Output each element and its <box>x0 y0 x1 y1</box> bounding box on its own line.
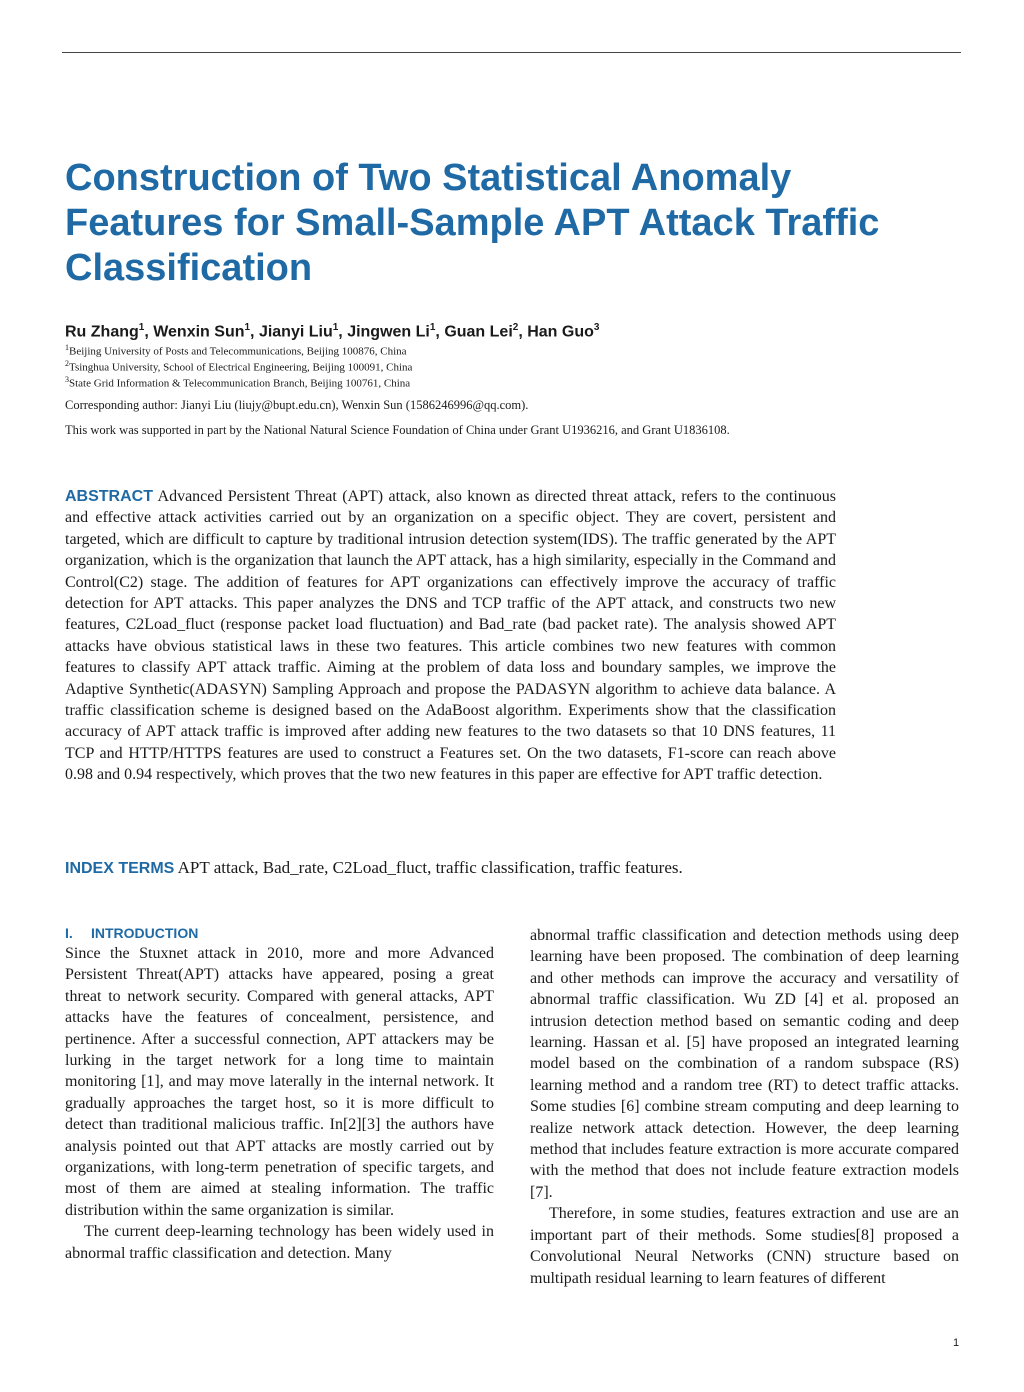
author-affiliation-mark: 2 <box>512 322 519 333</box>
body-paragraph: Since the Stuxnet attack in 2010, more and more Advanced Persistent Threat(APT) attacks have appeared, posing a great threat to network security. Compared with general attacks, APT attacks have the features of concealment, persistence, and pertinence. After a successful connection, APT attackers may be lurking in the target network for a long time to maintain monitoring [1], and may move laterally in the internal network. It gradually approaches the target host, so it is more difficult to detect than traditional malicious traffic. In[2][3] the authors have analysis pointed out that APT attacks are mostly carried out by organizations, with long-term penetration of specific targets, and most of them are aimed at stealing information. The traffic distribution within the same organization is similar. <box>65 945 494 1219</box>
section-number: I. <box>65 925 73 941</box>
author-affiliation-mark: 1 <box>332 322 339 333</box>
affiliation-number: 3 <box>65 375 69 384</box>
page-number: 1 <box>953 1337 960 1349</box>
author-list: Ru Zhang$^1$, Wenxin Sun$^1$, Jianyi Liu$^1$, Jingwen Li$^1$, Guan Lei$^2$, Han Guo$^3$ <box>65 322 600 341</box>
section-heading <box>65 923 494 943</box>
author-name: Jingwen Li <box>347 323 430 341</box>
author-name: Ru Zhang <box>65 323 139 341</box>
affiliation-text: Tsinghua University, School of Electrical Engineering, Beijing 100091, China <box>69 361 413 374</box>
section-title: INTRODUCTION <box>91 925 199 941</box>
author-name: Han Guo <box>527 323 594 341</box>
author-name: Jianyi Liu <box>258 323 333 341</box>
corresponding-author: Corresponding author: Jianyi Liu (liujy@bupt.edu.cn), Wenxin Sun (1586246996@qq.com). <box>65 398 529 412</box>
affiliation <box>65 357 412 375</box>
body-paragraph: The current deep-learning technology has been widely used in abnormal traffic classification and detection. Many <box>65 1223 494 1262</box>
affiliation <box>65 373 410 391</box>
title-line: Construction of Two Statistical Anomaly <box>65 157 792 199</box>
affiliation-text: State Grid Information & Telecommunication Branch, Beijing 100761, China <box>69 377 411 390</box>
abstract-heading: ABSTRACT <box>65 488 153 505</box>
abstract-text: Advanced Persistent Threat (APT) attack, also known as directed threat attack, refers to the continuous and effective attack activities carried out by an organization on a specific object. They are covert, persistent and targeted, which are difficult to capture by traditional intrusion detection system(IDS). The traffic generated by the APT organization, which is the organization that launch the APT attack, has a high similarity, especially in the Command and Control(C2) stage. The addition of features for APT organizations can effectively improve the accuracy of traffic detection for APT attacks. This paper analyzes the DNS and TCP traffic of the APT attack, and constructs two new features, C2Load_fluct (response packet load fluctuation) and Bad_rate (bad packet rate). The analysis showed APT attacks have obvious statistical laws in these two features. This article combines two new features with common features to classify APT attack traffic. Aiming at the problem of data loss and boundary samples, we improve the Adaptive Synthetic(ADASYN) Sampling Approach and propose the PADASYN algorithm to achieve data balance. A traffic classification scheme is designed based on the AdaBoost algorithm. Experiments show that the classification accuracy of APT attack traffic is improved after adding new features to the two datasets so that 10 DNS features, 11 TCP and HTTP/HTTPS features are used to construct a Features set. On the two datasets, F1-score can reach above 0.98 and 0.94 respectively, which proves that the two new features in this paper are effective for APT traffic detection. <box>65 488 836 784</box>
author-name: Wenxin Sun <box>153 323 245 341</box>
title-line: Classification <box>65 247 313 289</box>
header-rule <box>62 52 961 53</box>
funding-note: This work was supported in part by the National Natural Science Foundation of China under Grant U1936216, and Grant U1836108. <box>65 423 730 437</box>
paper-title <box>65 156 965 291</box>
index-terms-text: APT attack, Bad_rate, C2Load_fluct, traffic classification, traffic features. <box>177 858 683 877</box>
right-column <box>530 925 959 1289</box>
abstract <box>65 486 836 786</box>
affiliation <box>65 341 407 359</box>
author-affiliation-mark: 1 <box>429 322 436 333</box>
author-affiliation-mark: 3 <box>593 322 600 333</box>
title-line: Features for Small-Sample APT Attack Traffic <box>65 202 880 244</box>
body-paragraph: Therefore, in some studies, features extraction and use are an important part of their methods. Some studies[8] proposed a Convolutional Neural Networks (CNN) structure based on multipath residual learning to learn features of different <box>530 1205 959 1287</box>
affiliation-number: 2 <box>65 359 69 368</box>
affiliation-text: Beijing University of Posts and Telecommunications, Beijing 100876, China <box>69 345 407 358</box>
left-column <box>65 923 494 1264</box>
affiliation-number: 1 <box>65 343 69 352</box>
author-affiliation-mark: 1 <box>244 322 251 333</box>
author-affiliation-mark: 1 <box>138 322 145 333</box>
index-terms-heading: INDEX TERMS <box>65 860 175 877</box>
index-terms <box>65 857 683 880</box>
body-paragraph: abnormal traffic classification and detection methods using deep learning have been proposed. The combination of deep learning and other methods can improve the accuracy and versatility of abnormal traffic classification. Wu ZD [4] et al. proposed an intrusion detection method based on semantic coding and deep learning. Hassan et al. [5] have proposed an integrated learning model based on the combination of a random subspace (RS) learning method and a random tree (RT) to detect traffic attacks. Some studies [6] combine stream computing and deep learning to realize network attack detection. However, the deep learning method that includes feature extraction is more accurate compared with the method that does not include feature extraction models [7]. <box>530 927 959 1201</box>
author-name: Guan Lei <box>444 323 513 341</box>
